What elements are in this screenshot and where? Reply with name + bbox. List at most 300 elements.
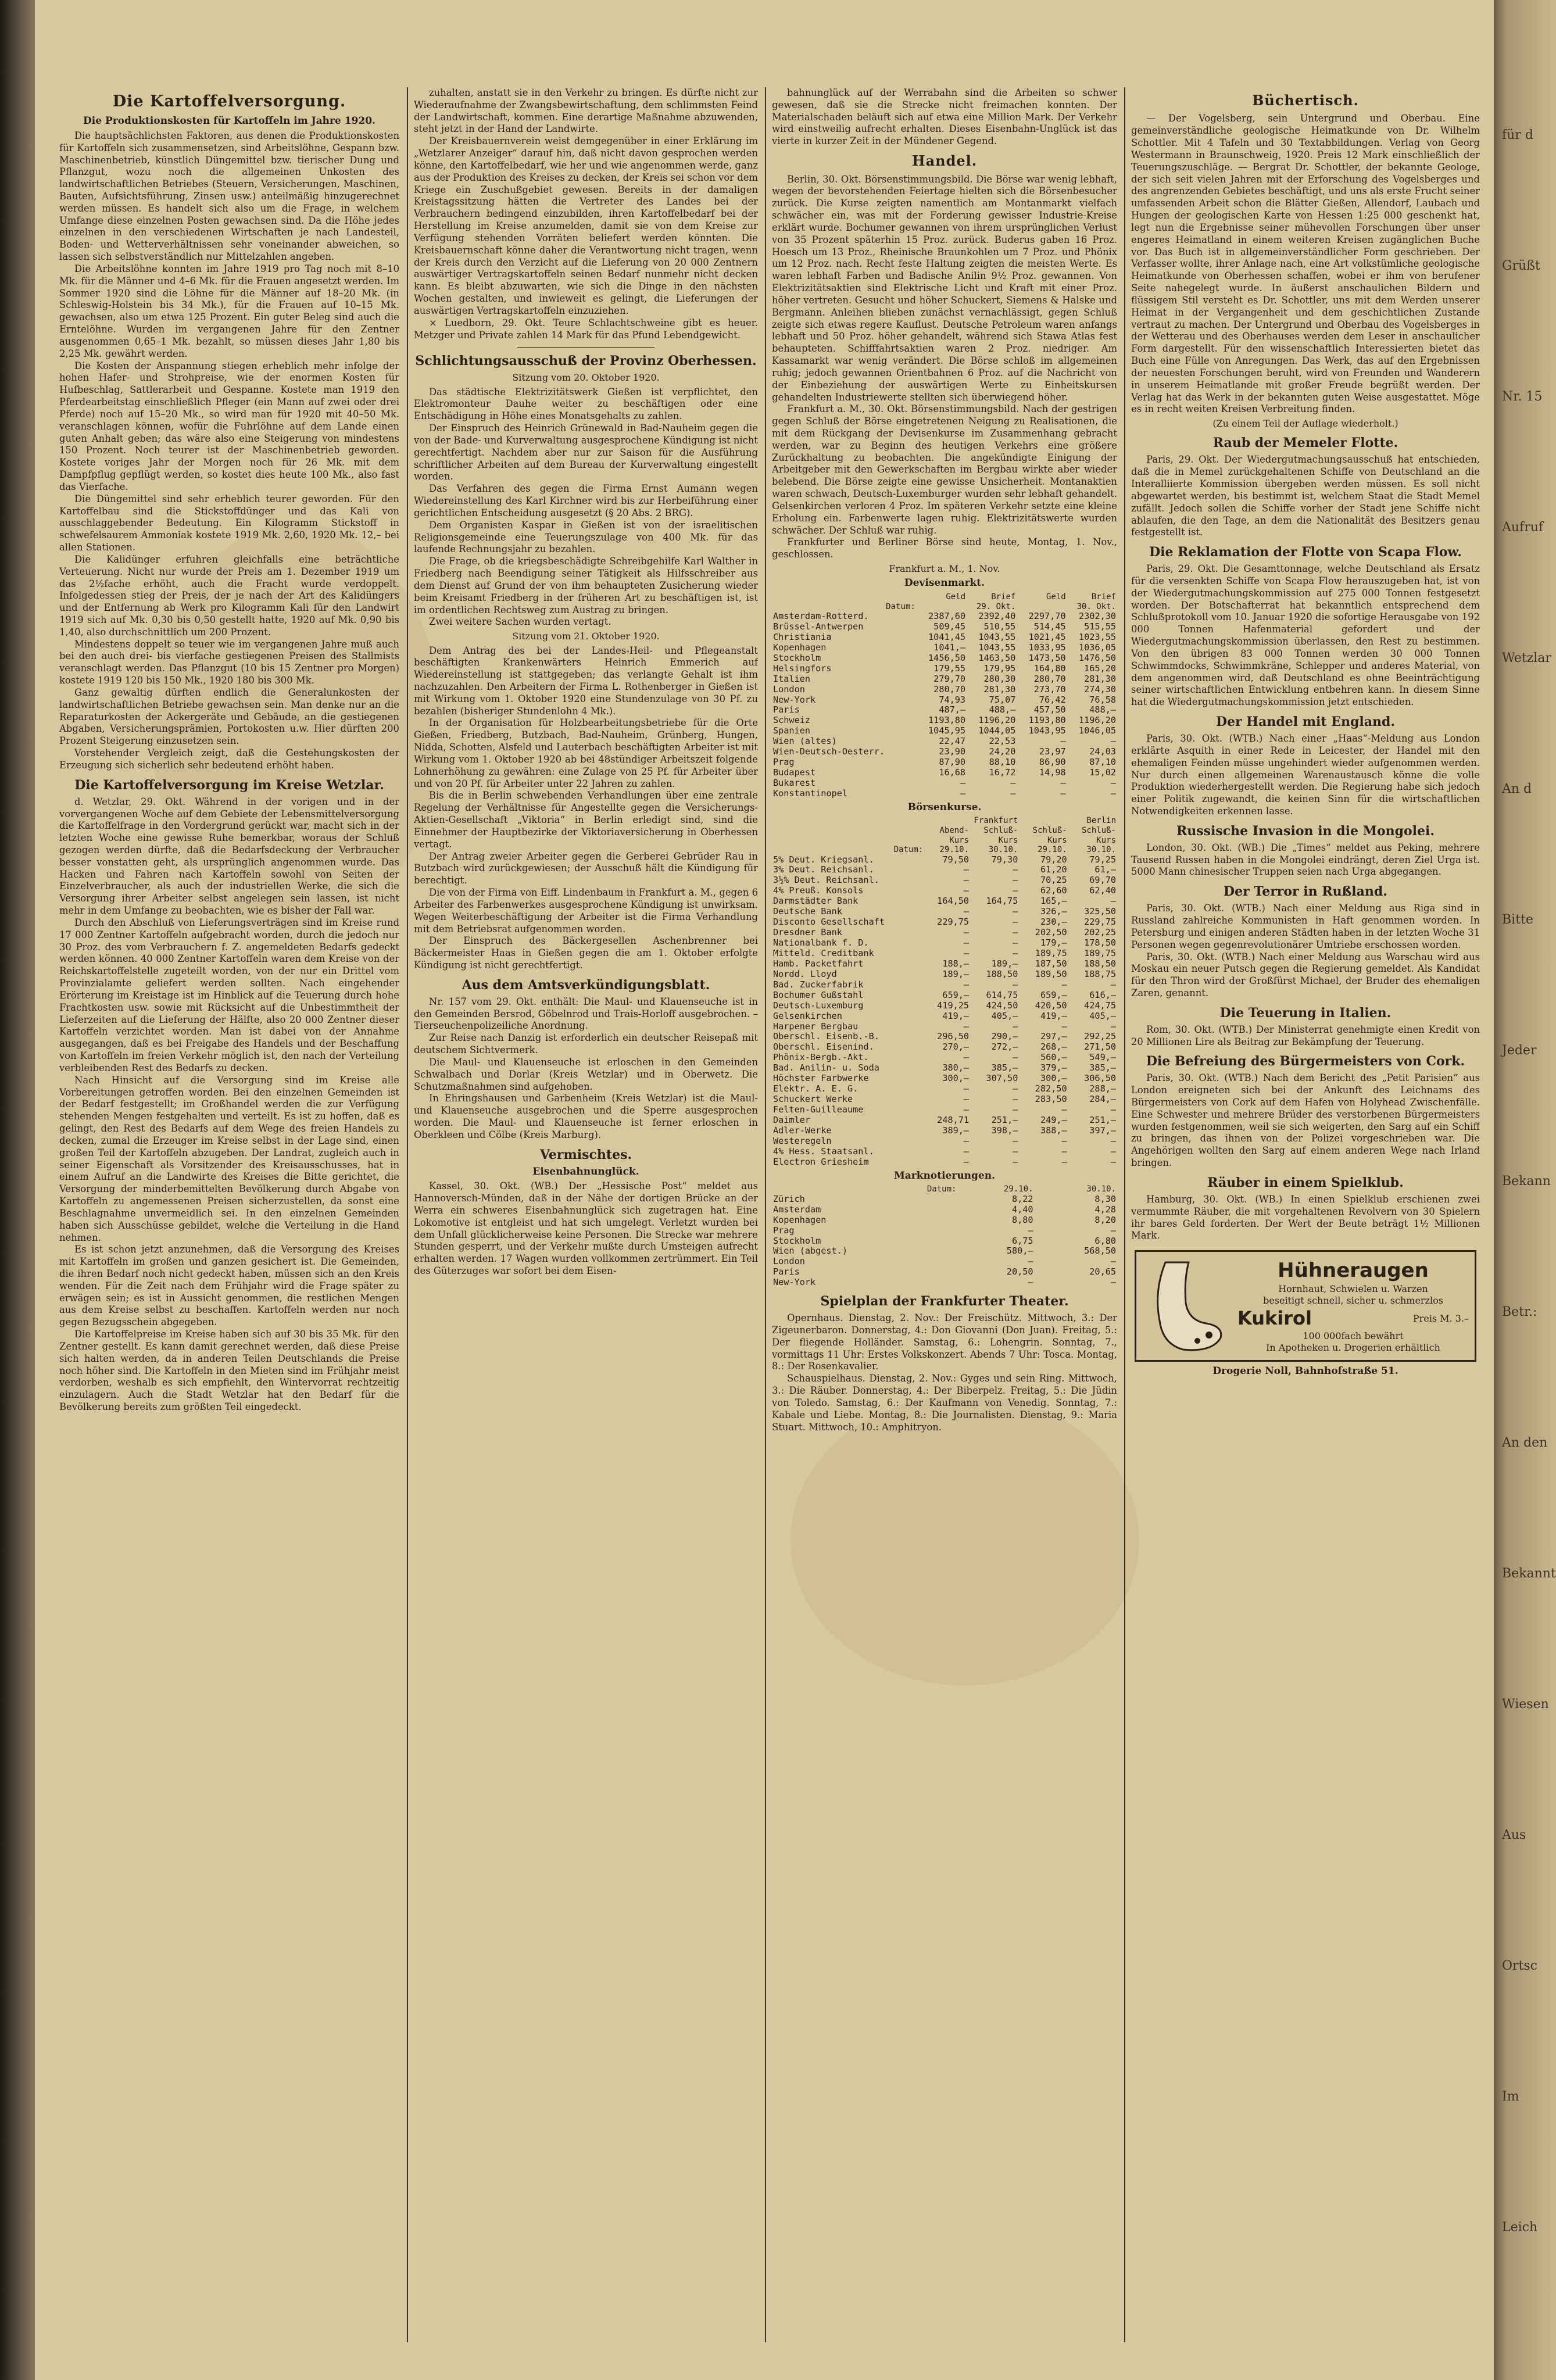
- table-cell: Geld: [946, 592, 966, 602]
- paragraph: Vorstehender Vergleich zeigt, daß die Gestehungskosten der Erzeugung sich sicherlich sehr bedeutend erhöht haben.: [59, 747, 399, 771]
- table-cell: 380,–: [942, 1062, 970, 1073]
- table-cell: 297,–: [1040, 1031, 1067, 1042]
- paragraph: Berlin, 30. Okt. Börsenstimmungsbild. Die Börse war wenig lebhaft, wegen der bevorstehenden Feiertage hielten sich die Börsenbesucher zurück. Die Kurse zeigten namentlich am Montanmarkt vielfach schwächer ein, was mit der Forderung gewisser Industrie-Kreise erklärt wurde. Bochumer gewannen von ihrem ursprünglichen Verlust von 35 Prozent späterhin 15 Proz. zurück. Buderus gaben 16 Proz. Hoesch um 13 Proz., Rheinische Braunkohlen um 7 Proz. und Phönix um 12 Proz. nach. Recht feste Haltung zeigten die meisten Werte. Es waren lebhaft Farben und Badische Anilin 9½ Proz. gewannen. Von Elektrizitätsaktien sind Elektrische Licht und Kraft mit einer Proz. höher vertreten. Gesucht und höher Schuckert, Siemens & Halske und Bergmann. Anleihen blieben zunächst vernachlässigt, gegen Schluß zeigte sich etwas regere Kauflust. Deutsche Petroleum waren anfangs lebhaft und 50 Proz. höher gehandelt, während sich Stawa Atlas fest behaupteten. Schifffahrtsaktien waren 2 Proz. niedriger. Am Kassamarkt war wenig verändert. Die Börse schloß im allgemeinen ruhig; jedoch gewannen Orientbahnen 6 Proz. auf die Nachricht von der Einbeziehung der auswärtigen Werte zu Einheitskursen gehandelten Industriewerte stellten sich überwiegend höher.: [772, 173, 1117, 403]
- edition-note: (Zu einem Teil der Auflage wiederholt.): [1212, 418, 1398, 430]
- table-row: [772, 643, 1117, 653]
- table-cell: –: [963, 1156, 970, 1167]
- table-cell: 614,75: [986, 989, 1018, 1000]
- table-cell: –: [1061, 1135, 1067, 1146]
- table-cell: Schuckert Werke: [773, 1094, 853, 1105]
- table-cell: Höchster Farbwerke: [773, 1073, 869, 1084]
- paragraph: Der Einspruch des Bäckergesellen Aschenbrenner bei Bäckermeister Haas in Gießen gegen die am 1. Oktober erfolgte Kündigung ist nicht gerechtfertigt.: [414, 935, 758, 971]
- article-body-memel: [1131, 454, 1480, 539]
- table-row: [772, 938, 1117, 949]
- table-cell: New-York: [773, 694, 816, 705]
- table-cell: 268,–: [1040, 1042, 1067, 1053]
- table-cell: 388,–: [1040, 1125, 1067, 1136]
- table-cell: –: [1061, 1146, 1067, 1157]
- table-cell: –: [1061, 1156, 1067, 1167]
- table-cell: 22,53: [989, 736, 1016, 747]
- paragraph: Nach Hinsicht auf die Versorgung sind im Kreise alle Vorbereitungen getroffen worden. Bei den einzelnen Gemeinden ist der Bedarf festgestellt; im Großhandel werden die zur Verfügung stehenden Mengen festgehalten und verteilt. Es ist zu hoffen, daß es gelingt, den Rest des Bedarfs auf dem Wege des freien Handels zu decken, zumal die Erzeuger im Kreise selbst in der Lage sind, einen großen Teil der Kartoffeln abzugeben. Der Landrat, zugleich auch in seiner Eigenschaft als Vorsitzender des Kreisausschusses, hat in einem Aufruf an die Landwirte des Kreises die Bitte gerichtet, die Versorgung der minderbemittelten Bevölkerung durch Abgabe von Kartoffeln zu angemessenen Preisen sicherzustellen, da sonst eine Beschlagnahme unvermeidlich sei. In den einzelnen Gemeinden haben sich Ausschüsse gebildet, welche die Verteilung in die Hand nehmen.: [59, 1074, 399, 1243]
- table-cell: Geld: [1046, 592, 1066, 602]
- headline-amtsverkuendigungsblatt: Aus dem Amtsverkündigungsblatt.: [462, 977, 710, 993]
- table-cell: –: [963, 1052, 970, 1063]
- table-cell: Adler-Werke: [773, 1125, 832, 1136]
- table-cell: 164,80: [1033, 663, 1066, 674]
- paragraph: Der Kreisbauernverein weist demgegenüber in einer Erklärung im „Wetzlarer Anzeiger“ darauf hin, daß nicht davon gesprochen werden könne, den Kartoffelbedarf, wie her und wie angenommen werde, ganz aus der Produktion des Kreises zu decken, der Kreis sei schon vor dem Kriege ein Zuschußgebiet gewesen. Bereits in der damaligen Kreistagssitzung hätten die Vertreter des Landes bei der Verbrauchern bedingend einzubilden, ihren Kartoffelbedarf bei der Herstellung im Kreise anzumelden, damit sie von dem Kreise zur Verfügung stehenden Vorräten beliefert werden könnten. Die Kreisbauernschaft könne daher die Verantwortung nicht tragen, wenn der Kreis durch den Verzicht auf die Lieferung von 20 000 Zentnern auswärtiger Vertragskartoffeln seinen Bedarf nunmehr nicht decken kann. Es bleibt abzuwarten, wie sich die Dinge in den nächsten Wochen gestalten, und inwieweit es gelingt, die Lieferungen der auswärtigen Vertragskartoffeln einzuziehen.: [414, 135, 758, 316]
- table-cell: Oberschl. Eisenind.: [773, 1042, 874, 1053]
- column-1: [59, 87, 399, 2342]
- table-cell: 188,–: [942, 958, 970, 969]
- paragraph: Durch den Abschluß von Lieferungsverträgen sind im Kreise rund 17 000 Zentner Kartoffeln aufgebracht worden, durch die jedoch nur 30 Proz. des vom Verbrauchern f. Z. angemeldeten Bedarfs gedeckt werden können. 40 000 Zentner Kartoffeln waren dem Kreise von der Reichskartoffelstelle zugeteilt worden, von der nur ein Drittel vom Provinzialamte geliefert werden sollten. Nach eingehender Erörterung im Kreistage ist im Hinblick auf die Teuerung durch hohe Frachtkosten usw. sowie mit Rücksicht auf die Unbestimmtheit der Lieferzeiten auf die Lieferung der Hälfte, also 20 000 Zentner dieser Kartoffeln verzichtet worden. Man ist dabei von der Annahme ausgegangen, daß es bei Freigabe des Handels und der Beschaffung von Kartoffeln im freien Verkehr möglich ist, den nach der Verteilung verbleibenden Rest des Bedarfs zu decken.: [59, 917, 399, 1073]
- table-cell: –: [1013, 875, 1018, 886]
- table-cell: –: [963, 979, 970, 990]
- table-cell: 23,97: [1039, 746, 1066, 757]
- paragraph: Zwei weitere Sachen wurden vertagt.: [429, 616, 611, 628]
- table-row: [772, 1157, 1117, 1168]
- table-cell: –: [1061, 1104, 1067, 1115]
- table-cell: 270,–: [942, 1042, 970, 1053]
- column-rule: [765, 87, 766, 2342]
- paragraph: Die Kalidünger erfuhren gleichfalls eine beträchtliche Verteuerung. Nicht nur wurde der Preis am 1. Dezember 1919 um das 2½fache erhöht, auch die Fracht wurde verdoppelt. Infolgedessen stieg der Preis, der je nach der Art des Kalidüngers und der Entfernung ab Werk pro Kilogramm Kali für den Landwirt 1919 sich auf Mk. 0,30 bis 0,50 gestellt hatte, 1920 auf Mk. 0,90 bis 1,40, also durchschnittlich um 200 Prozent.: [59, 553, 399, 638]
- adjacent-page-fragment: Betr.:: [1502, 1305, 1537, 1319]
- table-cell: –: [963, 937, 970, 949]
- table-cell: 88,10: [989, 757, 1016, 768]
- table-cell: 424,50: [986, 1000, 1018, 1011]
- paragraph: Das Verfahren des gegen die Firma Ernst Aumann wegen Wiedereinstellung des Karl Kirchner wird bis zur Herbeiführung einer gerichtlichen Entscheidung ausgesetzt (§ 20 Abs. 2 BRG).: [414, 483, 758, 518]
- advertisement-kukirol: [1135, 1250, 1476, 1362]
- table-cell: –: [1060, 788, 1066, 799]
- article-body-russland: [1131, 903, 1480, 1000]
- table-cell: –: [1110, 778, 1116, 789]
- table-cell: Paris: [773, 704, 800, 715]
- table-cell: 1463,50: [978, 652, 1016, 663]
- table-cell: 2392,40: [978, 611, 1016, 622]
- table-row: [772, 1011, 1117, 1022]
- table-row: [772, 695, 1117, 706]
- table-cell: 179,–: [1040, 937, 1067, 949]
- table-cell: 189,–: [991, 958, 1018, 969]
- headline-vermischtes: Vermischtes.: [539, 1147, 632, 1162]
- table-cell: –: [1110, 1146, 1116, 1157]
- table-row: [772, 1147, 1117, 1157]
- article-body-spielklub: [1131, 1194, 1480, 1242]
- table-cell: Stockholm: [773, 652, 821, 663]
- table-cell: 249,–: [1040, 1114, 1067, 1125]
- session-date-2: Sitzung vom 21. Oktober 1920.: [512, 631, 660, 642]
- adjacent-page-fragment: Ortsc: [1502, 1959, 1538, 1973]
- table-cell: Felten-Guilleaume: [773, 1104, 864, 1115]
- table-cell: Dresdner Bank: [773, 927, 842, 938]
- table-cell: 580,–: [1006, 1246, 1033, 1257]
- table-cell: 16,68: [939, 767, 966, 778]
- table-cell: 271,50: [1084, 1042, 1116, 1053]
- adjacent-page-fragment: Im: [1502, 2089, 1519, 2104]
- paragraph: bahnunglück auf der Werrabahn sind die Arbeiten so schwer gewesen, daß sie die Strecke nicht freimachen konnten. Der Materialschaden beläuft sich auf etwa eine Million Mark. Der Verkehr wird einstweilig aufrecht erhalten. Dieses Eisenbahn-Unglück ist das vierte in kurzer Zeit in der Mündener Gegend.: [772, 87, 1117, 147]
- table-cell: Datum:: [886, 602, 915, 611]
- table-cell: 20,50: [1006, 1266, 1033, 1277]
- table-cell: 1196,20: [978, 715, 1016, 726]
- table-cell: –: [1013, 927, 1018, 938]
- column-2: [414, 87, 758, 2342]
- headline-schlichtungsausschuss: Schlichtungsausschuß der Provinz Oberhessen.: [415, 353, 757, 369]
- table-cell: 22,47: [939, 736, 966, 747]
- table-cell: 79,25: [1089, 854, 1116, 865]
- table-cell: 560,–: [1040, 1052, 1067, 1063]
- table-cell: 5% Deut. Kriegsanl.: [773, 854, 874, 865]
- table-cell: 487,–: [939, 704, 966, 715]
- adjacent-page-fragment: An d: [1502, 782, 1532, 796]
- table-row: [772, 1063, 1117, 1073]
- table-row: [772, 980, 1117, 990]
- paragraph: Ganz gewaltig dürften endlich die Generalunkosten der landwirtschaftlichen Betriebe gewachsen sein. Man denke nur an die Reparaturkosten der Ackergeräte und Gebäude, an die gestiegenen Abgaben, Versicherungsprämien, Portokosten u.w. Hier dürften 200 Prozent Steigerung einzusetzen sein.: [59, 686, 399, 747]
- table-cell: 6,75: [1011, 1235, 1033, 1246]
- table-row: [772, 1205, 1117, 1215]
- newspaper-page: [35, 0, 1494, 2380]
- table-cell: Mitteld. Creditbank: [773, 947, 874, 958]
- table-cell: 300,–: [942, 1073, 970, 1084]
- table-cell: 1023,55: [1078, 631, 1116, 642]
- headline-spielklub: Räuber in einem Spielklub.: [1207, 1175, 1404, 1190]
- adjacent-page-edge: [1494, 0, 1556, 2380]
- table-cell: Bukarest: [773, 778, 816, 789]
- article-body-buechertisch: [1131, 113, 1480, 416]
- table-row: [772, 1126, 1117, 1136]
- paragraph: Die Arbeitslöhne konnten im Jahre 1919 pro Tag noch mit 8–10 Mk. für die Männer und 4–6 Mk. für die Frauen angesetzt werden. Im Sommer 1920 sind die Löhne für die Männer auf 18–20 Mk. (in Schleswig-Holstein bis 34 Mk.), für die Frauen auf 10–15 Mk. gewachsen, also um etwa 125 Prozent. Ein guter Beleg sind auch die Erntelöhne. Wurden im vergangenen Jahre für den Zentner ausgenommen 0,65–1 Mk. bezahlt, so müssen dieses Jahr 1,80 bis 2,25 Mk. gewährt werden.: [59, 263, 399, 359]
- table-cell: 405,–: [991, 1010, 1018, 1021]
- table-row: [772, 1267, 1117, 1277]
- table-row: [772, 990, 1117, 1001]
- paragraph: Paris, 30. Okt. (WTB.) Nach einer Meldung aus Warschau wird aus Moskau ein neuer Putsch gegen die Regierung gemeldet. Als Kandidat für den Thron wird der Großfürst Michael, der Bruder des ehemaligen Zaren, genannt.: [1131, 951, 1480, 998]
- table-cell: 419,–: [942, 1010, 970, 1021]
- paragraph: Hamburg, 30. Okt. (WB.) In einen Spielklub erschienen zwei vermummte Räuber, die mit vorgehaltenen Revolvern von 30 Spielern ihr bares Geld forderten. Der Wert der Beute beträgt 1½ Millionen Mark.: [1131, 1193, 1480, 1241]
- table-row: [772, 1236, 1117, 1247]
- table-cell: Amsterdam: [773, 1204, 821, 1215]
- table-cell: –: [1013, 1104, 1018, 1115]
- table-cell: 1021,45: [1028, 631, 1066, 642]
- table-row: [772, 1094, 1117, 1105]
- table-row: [772, 757, 1117, 768]
- table-cell: 1043,55: [978, 642, 1016, 653]
- article-body-england: [1131, 733, 1480, 818]
- table-cell: London: [773, 1256, 805, 1267]
- paragraph: Der Einspruch des Heinrich Grünewald in Bad-Nauheim gegen die von der Bade- und Kurverwaltung ausgesprochene Kündigung ist nicht gerechtfertigt. Nachdem aber nur zur Saison für die Ausführung schriftlicher Arbeiten auf dem Bureau der Kurverwaltung eingestellt worden.: [414, 423, 758, 482]
- table-cell: 79,50: [942, 854, 970, 865]
- table-header-row: [772, 826, 1117, 836]
- table-cell: 251,–: [991, 1114, 1018, 1125]
- table-cell: Brief: [1091, 592, 1116, 602]
- table-cell: 1476,50: [1078, 652, 1116, 663]
- table-cell: 307,50: [986, 1073, 1018, 1084]
- table-cell: 24,20: [989, 746, 1016, 757]
- paragraph: Die Düngemittel sind sehr erheblich teurer geworden. Für den Kartoffelbau sind die Stickstoffdünger und das Kali von ausschlaggebender Bedeutung. Ein Kilogramm Stickstoff in schwefelsaurem Ammoniak kostete 1919 Mk. 2,60, 1920 Mk. 12,– bei allen Stationen.: [59, 493, 399, 553]
- paragraph: Dem Organisten Kaspar in Gießen ist von der israelitischen Religionsgemeinde eine Teuerungszulage von 400 Mk. für das laufende Rechnungsjahr zu bezahlen.: [414, 519, 758, 555]
- paragraph: Zur Reise nach Danzig ist erforderlich ein deutscher Reisepaß mit deutschem Sichtvermerk.: [414, 1032, 758, 1056]
- table-cell: Kopenhagen: [773, 1214, 827, 1225]
- article-body-session-1: [414, 386, 758, 629]
- table-cell: Berlin: [1086, 816, 1116, 826]
- paragraph: Der Antrag zweier Arbeiter gegen die Gerberei Gebrüder Rau in Butzbach wird zurückgewiesen; der Ausschuß hält die Kündigung für berechtigt.: [414, 850, 758, 886]
- table-cell: Prag: [773, 1225, 795, 1236]
- table-row: [772, 664, 1117, 674]
- table-cell: –: [963, 1146, 970, 1157]
- table-cell: Spanien: [773, 725, 811, 736]
- headline-kreis-wetzlar: Die Kartoffelversorgung im Kreise Wetzlar.: [74, 777, 384, 793]
- adjacent-page-fragment: Wiesen: [1502, 1697, 1549, 1712]
- table-cell: –: [1061, 1021, 1067, 1032]
- table-cell: 188,75: [1084, 968, 1116, 979]
- table-cell: Wien (altes): [773, 736, 837, 747]
- paragraph: Kassel, 30. Okt. (WB.) Der „Hessische Post“ meldet aus Hannoversch-Münden, daß in der Nähe der dortigen Brücke an der Werra ein schweres Eisenbahnunglück sich zugetragen hat. Eine Lokomotive ist entgleist und hat sich umgelegt. Verletzt wurden bei dem Unfall glücklicherweise keine Personen. Die Strecke war mehrere Stunden gesperrt, und der Verkehr mußte durch Umsteigen aufrecht erhalten werden. 17 Wagen wurden vollkommen zertrümmert. Ein Teil des Güterzuges war sofort bei dem Eisen-: [414, 1180, 758, 1277]
- table-cell: 79,20: [1040, 854, 1067, 865]
- table-cell: 280,70: [933, 683, 966, 695]
- table-row: [772, 789, 1117, 799]
- table-cell: 251,–: [1089, 1114, 1116, 1125]
- table-cell: –: [963, 947, 970, 958]
- table-cell: London: [773, 683, 805, 695]
- table-cell: –: [963, 875, 970, 886]
- table-cell: 279,70: [933, 673, 966, 684]
- table-cell: Christiania: [773, 631, 832, 642]
- table-row: [772, 674, 1117, 685]
- table-cell: 272,–: [991, 1042, 1018, 1053]
- article-body-session-2: [414, 645, 758, 972]
- table-cell: Harpener Bergbau: [773, 1021, 859, 1032]
- table-cell: 659,–: [942, 989, 970, 1000]
- table-row: [772, 907, 1117, 917]
- table-row: [772, 1105, 1117, 1115]
- table-cell: 8,30: [1094, 1193, 1116, 1204]
- article-body-italien: [1131, 1024, 1480, 1048]
- table-cell: –: [1013, 864, 1018, 875]
- adjacent-page-fragment: Wetzlar: [1502, 651, 1551, 665]
- table-row: [772, 1257, 1117, 1267]
- table-cell: –: [963, 1094, 970, 1105]
- table-cell: Frankfurt: [974, 816, 1018, 826]
- table-cell: Italien: [773, 673, 811, 684]
- table-cell: 86,90: [1039, 757, 1066, 768]
- table-cell: –: [1013, 1135, 1018, 1146]
- table-cell: 4% Preuß. Konsols: [773, 885, 864, 896]
- table-cell: 8,22: [1011, 1193, 1033, 1204]
- table-cell: 6,80: [1094, 1235, 1116, 1246]
- table-cell: 87,90: [939, 757, 966, 768]
- table-row: [772, 1073, 1117, 1084]
- foot-illustration-icon: [1142, 1257, 1229, 1355]
- paragraph: Rom, 30. Okt. (WTB.) Der Ministerrat genehmigte einen Kredit von 20 Millionen Lire als Beitrag zur Bekämpfung der Teuerung.: [1131, 1023, 1480, 1047]
- article-body-eisenbahnunglueck: [414, 1180, 758, 1277]
- table-cell: Bad. Anilin- u. Soda: [773, 1062, 879, 1073]
- table-cell: Kurs: [1096, 835, 1116, 845]
- table-cell: Daimler: [773, 1114, 811, 1125]
- devisen-table: [772, 592, 1117, 799]
- table-cell: 189,–: [942, 968, 970, 979]
- table-cell: Deutsche Bank: [773, 906, 842, 917]
- table-row: [772, 969, 1117, 980]
- table-cell: 62,60: [1040, 885, 1067, 896]
- table-cell: –: [1060, 778, 1066, 789]
- table-cell: –: [1110, 1104, 1116, 1115]
- table-cell: –: [1013, 1094, 1018, 1105]
- table-cell: –: [1028, 1277, 1033, 1288]
- paragraph: Frankfurt a. M., 30. Okt. Börsenstimmungsbild. Nach der gestrigen gegen Schluß der Börse eingetretenen Neigung zu Realisationen, die mit dem Rückgang der Devisenkurse im Zusammenhang gebracht werden, war zu Beginn des heutigen Verkehrs eine größere Zurückhaltung zu beobachten. Die angekündigte Einigung der Arbeitgeber mit den Gewerkschaften im Bergbau wirkte aber wieder belebend. Die Börse zeigte eine gewisse Unsicherheit. Montanaktien waren schwach, Deutsch-Luxemburger wurden sehr lebhaft gehandelt. Gelsenkirchen verloren 4 Proz. Im späteren Verkehr setzte eine kleine Erholung ein. Farbenwerte lagen ruhig. Elektrizitätswerte wurden schwächer. Der Schluß war ruhig.: [772, 403, 1117, 536]
- table-cell: 70,25: [1040, 875, 1067, 886]
- table-cell: 14,98: [1039, 767, 1066, 778]
- table-cell: 8,80: [1011, 1214, 1033, 1225]
- table-cell: –: [963, 1083, 970, 1094]
- table-cell: Bochumer Gußstahl: [773, 989, 864, 1000]
- session-date-1: Sitzung vom 20. Oktober 1920.: [512, 372, 660, 384]
- table-row: [772, 949, 1117, 959]
- article-body-boerse: [772, 174, 1117, 561]
- table-cell: –: [1110, 896, 1116, 907]
- table-cell: 229,75: [1084, 917, 1116, 928]
- table-row: [772, 1053, 1117, 1063]
- paragraph: zuhalten, anstatt sie in den Verkehr zu bringen. Es dürfte nicht zur Wiederaufnahme der Zwangsbewirtschaftung, dem schlimmsten Feind der Landwirtschaft, kommen. Eine derartige Maßnahme abzuwenden, steht jetzt in der Hand der Landwirte.: [414, 87, 758, 135]
- table-cell: 424,75: [1084, 1000, 1116, 1011]
- table-cell: 515,55: [1084, 621, 1116, 632]
- table-cell: 189,75: [1084, 947, 1116, 958]
- table-cell: –: [1110, 1135, 1116, 1146]
- table-cell: –: [1013, 947, 1018, 958]
- table-cell: 2297,70: [1028, 611, 1066, 622]
- table-cell: 229,75: [937, 917, 970, 928]
- table-cell: –: [1013, 1156, 1018, 1167]
- paragraph: Bis die in Berlin schwebenden Verhandlungen über eine zentrale Regelung der Verhältnisse für Angestellte gegen die Versicherungs-Aktien-Gesellschaft „Viktoria“ in Berlin erledigt sind, sind die Einnehmer der Hauptbezirke der Viktoriaversicherung in Oberhessen vertagt.: [414, 790, 758, 850]
- adjacent-page-fragment: Nr. 15: [1502, 389, 1543, 404]
- table-row: [772, 768, 1117, 778]
- headline-teuerung-italien: Die Teuerung in Italien.: [1219, 1005, 1392, 1021]
- table-row: [772, 1136, 1117, 1147]
- table-header-row: [772, 1184, 1117, 1194]
- table-cell: Budapest: [773, 767, 816, 778]
- article-body-mongolei: [1131, 842, 1480, 878]
- table-cell: 16,72: [989, 767, 1016, 778]
- table-cell: 296,50: [937, 1031, 970, 1042]
- paragraph: Paris, 30. Okt. (WTB.) Nach einer „Haas“-Meldung aus London erklärte Asquith in einer Rede in Leicester, der Handel mit den ehemaligen Feinden müsse ungehindert wieder aufgenommen werden. Nur durch einen allgemeinen Warenaustausch könne die volle Produktion wiederhergestellt werden. Die Regierung habe sich jedoch einer Politik zugewandt, die keinen Sinn für die wirtschaftlichen Notwendigkeiten erkennen lasse.: [1131, 733, 1480, 817]
- table-cell: 306,50: [1084, 1073, 1116, 1084]
- table-row: [772, 855, 1117, 865]
- table-cell: 69,70: [1089, 875, 1116, 886]
- article-body-amtsblatt: [414, 996, 758, 1141]
- table-cell: 1041,45: [928, 631, 966, 642]
- table-row: [772, 632, 1117, 643]
- table-row: [772, 622, 1117, 632]
- table-cell: 1193,80: [928, 715, 966, 726]
- adjacent-page-fragment: Leich: [1502, 2220, 1538, 2235]
- table-row: [772, 886, 1117, 896]
- table-cell: Hamb. Packetfahrt: [773, 958, 864, 969]
- table-row: [772, 653, 1117, 664]
- table-cell: 4,28: [1094, 1204, 1116, 1215]
- table-cell: –: [963, 864, 970, 875]
- table-cell: 61,–: [1094, 864, 1116, 875]
- table-cell: 457,50: [1033, 704, 1066, 715]
- article-body-continued: [772, 87, 1117, 148]
- table-cell: 20,65: [1089, 1266, 1116, 1277]
- table-row: [772, 875, 1117, 886]
- table-cell: 488,–: [1089, 704, 1116, 715]
- table-cell: 79,30: [991, 854, 1018, 865]
- table-row: [772, 896, 1117, 907]
- table-cell: –: [960, 778, 966, 789]
- table-cell: 29.10.: [939, 845, 970, 855]
- table-row: [772, 1215, 1117, 1226]
- table-row: [772, 778, 1117, 789]
- adjacent-page-fragment: Bekannt: [1502, 1566, 1556, 1581]
- table-cell: 419,–: [1040, 1010, 1067, 1021]
- ad-title: Hühneraugen: [1278, 1259, 1429, 1283]
- paragraph: Die hauptsächlichsten Faktoren, aus denen die Produktionskosten für Kartoffeln sich zusammensetzen, sind Arbeitslöhne, Gespann bzw. Maschinenbetrieb, künstlich Düngemittel bzw. tierischer Dung und Pflanzgut, wozu noch die allgemeinen Unkosten des landwirtschaftlichen Betriebes (Steuern, Versicherungen, Maschinen, Bauten, Aufsichtsführung, Zinsen usw.) anteilmäßig hinzugerechnet werden müssen. Es handelt sich also um die Frage, in welchem Umfange diese einzelnen Posten gewachsen sind. Da die Höhe jedes einzelnen in den verschiedenen Wirtschaften je nach Landesteil, Boden- und Wetterverhältnissen sehr voneinander abweichen, so lassen sich selbstverständlich nur Mittelzahlen angeben.: [59, 130, 399, 263]
- table-cell: 281,30: [1084, 673, 1116, 684]
- table-cell: –: [1010, 778, 1016, 789]
- table-cell: 420,50: [1035, 1000, 1067, 1011]
- table-cell: Schluß-: [1081, 826, 1116, 835]
- table-cell: 165,–: [1040, 896, 1067, 907]
- paragraph: Frankfurter und Berliner Börse sind heute, Montag, 1. Nov., geschlossen.: [772, 536, 1117, 560]
- table-cell: –: [1013, 1146, 1018, 1157]
- table-cell: 30.10.: [1086, 845, 1116, 855]
- table-cell: Nordd. Lloyd: [773, 968, 837, 979]
- table-cell: –: [963, 927, 970, 938]
- paragraph: Die Frage, ob die kriegsbeschädigte Schreibgehilfe Karl Walther in Friedberg nach Beendigung seiner Tätigkeit als Hilfsschreiber aus dem Dienst auf Grund der von ihm behaupteten Zusicherung wieder beim Kreisamt Friedberg in der früheren Art zu beschäftigen ist, ist im ordentlichen Rechtsweg zum Austrag zu bringen.: [414, 556, 758, 615]
- table-row: [772, 1022, 1117, 1032]
- table-row: [772, 917, 1117, 928]
- table-cell: 379,–: [1040, 1062, 1067, 1073]
- paragraph: — Der Vogelsberg, sein Untergrund und Oberbau. Eine gemeinverständliche geologische Heimatkunde von Dr. Wilhelm Schottler. Mit 4 Tafeln und 30 Textabbildungen. Verlag von Georg Westermann in Braunschweig, 1920. Preis 12 Mark einschließlich der Teuerungszuschläge. — Bergrat Dr. Schottler, der bekannte Geologe, der sich seit vielen Jahren mit der Erforschung des Vogelsberges und des angrenzenden Gebietes beschäftigt, und uns als erste Frucht seiner umfassenden Arbeit schon die Blätter Gießen, Allendorf, Laubach und Hungen der geologischen Karte von Hessen 1:25 000 geschenkt hat, legt nun die Ergebnisse seiner mühevollen Forschungen über unser engeres Heimatland in einem weiteren Kreisen zugänglichen Buche vor. Das Buch ist in allgemeinverständlicher Form geschrieben. Der Verfasser wollte, ihrer Anlage nach, eine Art volkstümliche geologische Heimatkunde von Oberhessen schaffen, wobei er ihm von berufener Seite nahegelegt wurde. In äußerst anschaulichen Bildern und flüssigem Stil versteht es Dr. Schottler, uns mit dem Werden unserer Heimat in der Vergangenheit und dem geschichtlichen Zustande vertraut zu machen. Der Untergrund und Oberbau des Vogelsberges in der Wetterau und des Oberhauses werden dem Leser in anschaulicher Form dargestellt. Für den wissenschaftlich Interessierten bietet das Buch eine Fülle von Anregungen. Das Werk, das auf den Ergebnissen der neuesten Forschungen beruht, wird von Freunden und Wanderern in unserem Heimatlande mit großer Freude begrüßt werden. Der Verlag hat das Werk in der bekannten guten Weise ausgestattet. Möge es in recht weiten Kreisen Verbreitung finden.: [1131, 113, 1480, 415]
- table-cell: –: [963, 885, 970, 896]
- table-cell: Deutsch-Luxemburg: [773, 1000, 864, 1011]
- column-4: [1131, 87, 1480, 2342]
- table-cell: 488,–: [989, 704, 1016, 715]
- table-cell: Phönix-Bergb.-Akt.: [773, 1052, 869, 1063]
- table-cell: 29. Okt.: [976, 602, 1016, 611]
- article-body-spielplan: [772, 1312, 1117, 1433]
- adjacent-page-fragment: Aufruf: [1502, 520, 1544, 535]
- headline-boersenkurse: Börsenkurse.: [907, 801, 982, 813]
- table-header-row: [772, 845, 1117, 855]
- paragraph: London, 30. Okt. (WB.) Die „Times“ meldet aus Peking, mehrere Tausend Russen haben in die Mongolei eindrängt, deren Ziel Urga ist. 5000 Mann chinesischer Truppen seien nach Urga abgegangen.: [1131, 842, 1480, 878]
- table-cell: Brief: [991, 592, 1016, 602]
- table-cell: 29.10.: [1038, 845, 1067, 855]
- table-cell: 189,50: [1035, 968, 1067, 979]
- ad-line-3: 100 000fach bewährt: [1303, 1330, 1404, 1342]
- headline-spielplan: Spielplan der Frankfurter Theater.: [820, 1294, 1069, 1309]
- article-body-cork: [1131, 1072, 1480, 1169]
- table-cell: 202,50: [1035, 927, 1067, 938]
- adjacent-page-fragment: Bitte: [1502, 912, 1533, 927]
- table-row: [772, 1084, 1117, 1094]
- table-cell: 1043,95: [1028, 725, 1066, 736]
- headline-devisenmarkt: Devisenmarkt.: [904, 577, 985, 589]
- table-cell: 280,70: [1033, 673, 1066, 684]
- table-cell: 397,–: [1089, 1125, 1116, 1136]
- headline-scapa-flow: Die Reklamation der Flotte von Scapa Flow.: [1149, 545, 1462, 560]
- table-cell: 2387,60: [928, 611, 966, 622]
- table-cell: 87,10: [1089, 757, 1116, 768]
- paragraph: Das städtische Elektrizitätswerk Gießen ist verpflichtet, den Elektromonteur Dauhe weiter zu beschäftigen oder eine Entschädigung in Höhe eines Monatsgehalts zu zahlen.: [414, 386, 758, 422]
- table-cell: Oberschl. Eisenb.-B.: [773, 1031, 879, 1042]
- table-cell: –: [1013, 885, 1018, 896]
- table-cell: 188,50: [986, 968, 1018, 979]
- table-cell: 4% Hess. Staatsanl.: [773, 1146, 874, 1157]
- table-cell: 178,50: [1084, 937, 1116, 949]
- paragraph: Die von der Firma von Eiff. Lindenbaum in Frankfurt a. M., gegen 6 Arbeiter des Farbenwerkes ausgesprochene Kündigung ist unwirksam. Wegen Weiterbeschäftigung der Arbeiter ist die Firma Verhandlung mit dem Betriebsrat aufgenommen worden.: [414, 887, 758, 935]
- table-row: [772, 747, 1117, 757]
- boersenkurse-table: [772, 816, 1117, 1167]
- article-body-scapa: [1131, 563, 1480, 708]
- table-cell: 24,03: [1089, 746, 1116, 757]
